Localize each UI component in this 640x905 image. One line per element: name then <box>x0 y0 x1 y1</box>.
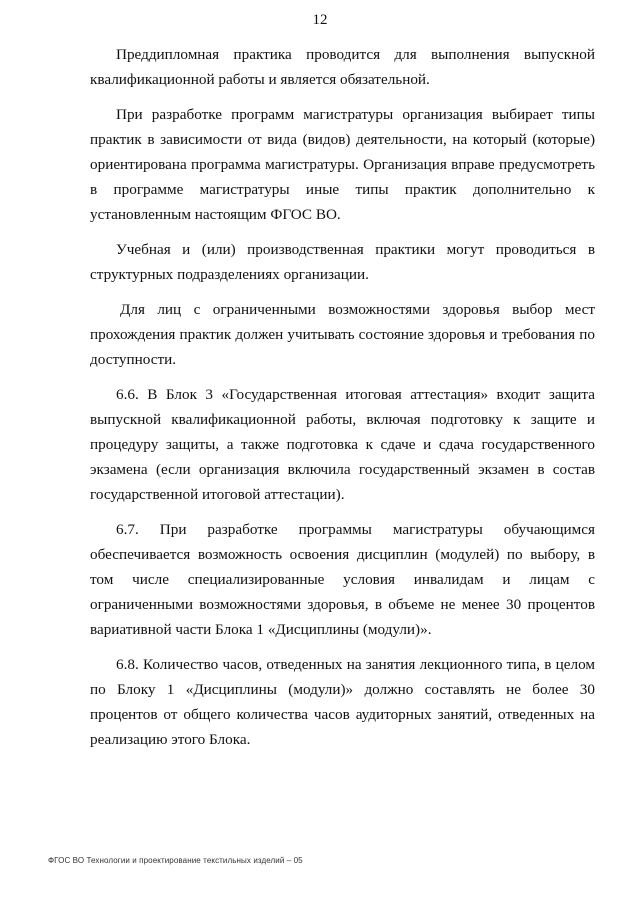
paragraph-6-7: 6.7. При разработке программы магистратуры обучающимся обеспечивается возможность освоения дисциплин (модулей) по выбору, в том числе специализированные условия инвалидам и лицам с ограниченными возможностями здоровья, в объеме не менее 30 процентов вариативной части Блока 1 «Дисциплины (модули)». <box>90 521 595 638</box>
paragraph-structural-units: Учебная и (или) производственная практики могут проводиться в структурных подразделениях организации. <box>90 241 595 283</box>
paragraph-6-8: 6.8. Количество часов, отведенных на занятия лекционного типа, в целом по Блоку 1 «Дисциплины (модули)» должно составлять не более 30 процентов от общего количества часов аудиторных занятий, отведенных на реализацию этого Блока. <box>90 656 595 748</box>
paragraph-6-6: 6.6. В Блок 3 «Государственная итоговая аттестация» входит защита выпускной квалификационной работы, включая подготовку к защите и процедуру защиты, а также подготовка к сдаче и сдача государственного экзамена (если организация включила государственный экзамен в состав государственной итоговой аттестации). <box>90 386 595 503</box>
paragraph-practice-types: При разработке программ магистратуры организация выбирает типы практик в зависимости от вида (видов) деятельности, на который (которые) ориентирована программа магистратуры. Организация вправе предусмотреть в программе магистратуры иные типы практик дополнительно к установленным настоящим ФГОС ВО. <box>90 106 595 223</box>
paragraph-disabilities-practice: Для лиц с ограниченными возможностями здоровья выбор мест прохождения практик должен учитывать состояние здоровья и требования по доступности. <box>90 301 595 368</box>
document-body <box>90 42 595 762</box>
page-footer: ФГОС ВО Технологии и проектирование текстильных изделий – 05 <box>48 856 303 865</box>
paragraph-pre-diploma-practice: Преддипломная практика проводится для выполнения выпускной квалификационной работы и является обязательной. <box>90 46 595 88</box>
page-number: 12 <box>312 12 328 28</box>
